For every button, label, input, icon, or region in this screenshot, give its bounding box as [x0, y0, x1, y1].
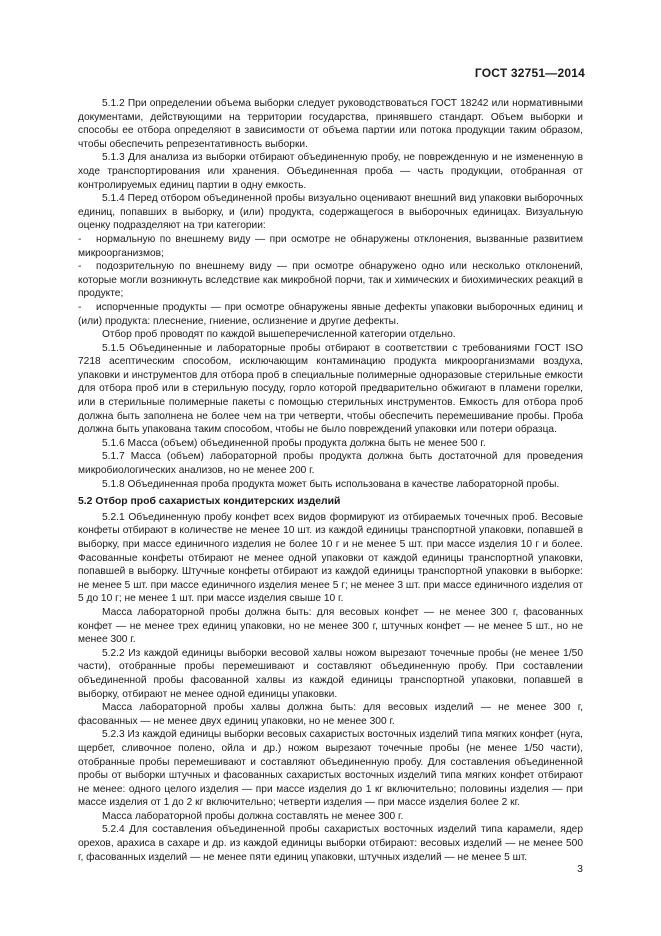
paragraph: 5.1.2 При определении объема выборки следует руководствоваться ГОСТ 18242 или нормативными документами, действующими на территории государства, принявшего стандарт. Объем выборки и способы ее отбора определяют в зависимости от объема партии или потока продукции таким образом, чтобы обеспечить репрезентативность выборки.: [78, 98, 583, 150]
paragraph: 5.1.4 Перед отбором объединенной пробы визуально оценивают внешний вид упаковки выборочных единиц, попавших в выборку, и (или) продукта, содержащегося в выборочных единицах. Визуальную оценку подразделяют на три категории:: [78, 193, 583, 232]
list-item: [78, 260, 583, 301]
dash-marker: -: [78, 301, 82, 313]
list-item: [78, 301, 583, 328]
page-number: 3: [577, 863, 583, 875]
paragraph: 5.2.3 Из каждой единицы выборки весовых сахаристых восточных изделий типа мягких конфет (нуга, щербет, сливочное полено, ойла и др.) ножом вырезают точечные пробы (не менее 1/50 части), отобранные пробы перемешивают и составляют объединенную пробу. Для составления объединенной пробы от выборки штучных и фасованных сахаристых восточных изделий типа мягких конфет отбирают не менее: одного целого изделия — при массе изделия до 1 кг включительно; половины изделия — при массе изделия от 1 до 2 кг включительно; четверти изделия — при массе изделия более 2 кг.: [78, 729, 583, 809]
paragraph: 5.2.1 Объединенную пробу конфет всех видов формируют из отбираемых точечных проб. Весовые конфеты отбирают в количестве не менее 10 шт. из каждой единицы транспортной упаковки, попавшей в выборку, при массе единичного изделия не более 10 г и не менее 5 шт. при массе изделия 10 г и более. Фасованные конфеты отбирают не менее одной упаковки от каждой единицы транспортной упаковки, попавшей в выборку. Штучные конфеты отбирают из каждой единицы транспортной упаковки в выборке: не менее 5 шт. при массе единичного изделия менее 5 г; не менее 3 шт. при массе единичного изделия от 5 до 10 г; не менее 1 шт. при массе изделия свыше 10 г.: [78, 511, 583, 605]
page-body: [78, 97, 583, 864]
paragraph: Масса лабораторной пробы должна составлять не менее 300 г.: [102, 810, 404, 822]
paragraph: 5.2.2 Из каждой единицы выборки весовой халвы ножом вырезают точечные пробы (не менее 1/50 части), отобранные пробы перемешивают и составляют объединенную пробу. При составлении объединенной пробы фасованной халвы из каждой единицы транспортной упаковки, попавшей в выборку, отбирают не менее одной единицы упаковки.: [78, 647, 583, 700]
section-heading: 5.2 Отбор проб сахаристых кондитерских изделий: [78, 496, 341, 508]
list-item-text: подозрительную по внешнему виду — при осмотре обнаружено одно или несколько отклонений, которые могли возникнуть вследствие как микробной порчи, так и химических и биохимических реакций в продукте;: [78, 261, 583, 300]
paragraph: 5.1.8 Объединенная проба продукта может быть использована в качестве лабораторной пробы.: [102, 478, 560, 490]
list-item-text: испорченные продукты — при осмотре обнаружены явные дефекты упаковки выборочных единиц и (или) продукта: плеснение, гниение, ослизнение и другие дефекты.: [78, 301, 583, 327]
paragraph: 5.1.5 Объединенные и лабораторные пробы отбирают в соответствии с требованиями ГОСТ ISO 7218 асептическим способом, исключающим контаминацию продукта микроорганизмами воздуха, упаковки и инструментов для отбора проб в специальные полимерные одноразовые стерильные емкости для отбора проб или в стерильную посуду, горло которой предварительно обжигают в пламени горелки, или в стерильные полимерные пакеты с помощью стерильных инструментов. Емкость для отбора проб должна быть заполнена не более чем на три четверти, чтобы обеспечить перемешивание пробы. Проба должна быть упакована таким способом, чтобы не было повреждений упаковки или потери образца.: [78, 342, 583, 436]
document-id: ГОСТ 32751—2014: [474, 66, 585, 80]
list-item-text: нормальную по внешнему виду — при осмотре не обнаружены отклонения, вызванные развитием микроорганизмов;: [78, 233, 583, 259]
paragraph: 5.2.4 Для составления объединенной пробы сахаристых восточных изделий типа карамели, ядер орехов, арахиса в сахаре и др. из каждой единицы выборки отбирают: весовых изделий — не менее 500 г, фасованных изделий — не менее пяти единиц упаковки, штучных изделий — не менее 5 шт.: [78, 824, 583, 863]
paragraph: 5.1.6 Масса (объем) объединенной пробы продукта должна быть не менее 500 г.: [102, 437, 486, 449]
paragraph: 5.1.7 Масса (объем) лабораторной пробы продукта должна быть достаточной для проведения микробиологических анализов, но не менее 200 г.: [78, 451, 583, 477]
paragraph: 5.1.3 Для анализа из выборки отбирают объединенную пробу, не поврежденную и не измененную в ходе транспортирования или хранения. Объединенная проба — часть продукции, отобранная от контролируемых единиц партии в одну емкость.: [78, 152, 583, 191]
dash-marker: -: [78, 261, 82, 273]
dash-marker: -: [78, 233, 82, 245]
list-item: [78, 233, 583, 260]
paragraph: Масса лабораторной пробы должна быть: для весовых конфет — не менее 300 г, фасованных конфет — не менее трех единиц упаковки, но не менее 300 г, штучных конфет — не менее 5 шт., но не менее 300 г.: [78, 606, 583, 646]
paragraph: Масса лабораторной пробы халвы должна быть: для весовых изделий — не менее 300 г, фасованных — не менее двух единиц упаковки, но не менее 300 г.: [78, 702, 583, 727]
paragraph: Отбор проб проводят по каждой вышеперечисленной категории отдельно.: [102, 329, 456, 341]
